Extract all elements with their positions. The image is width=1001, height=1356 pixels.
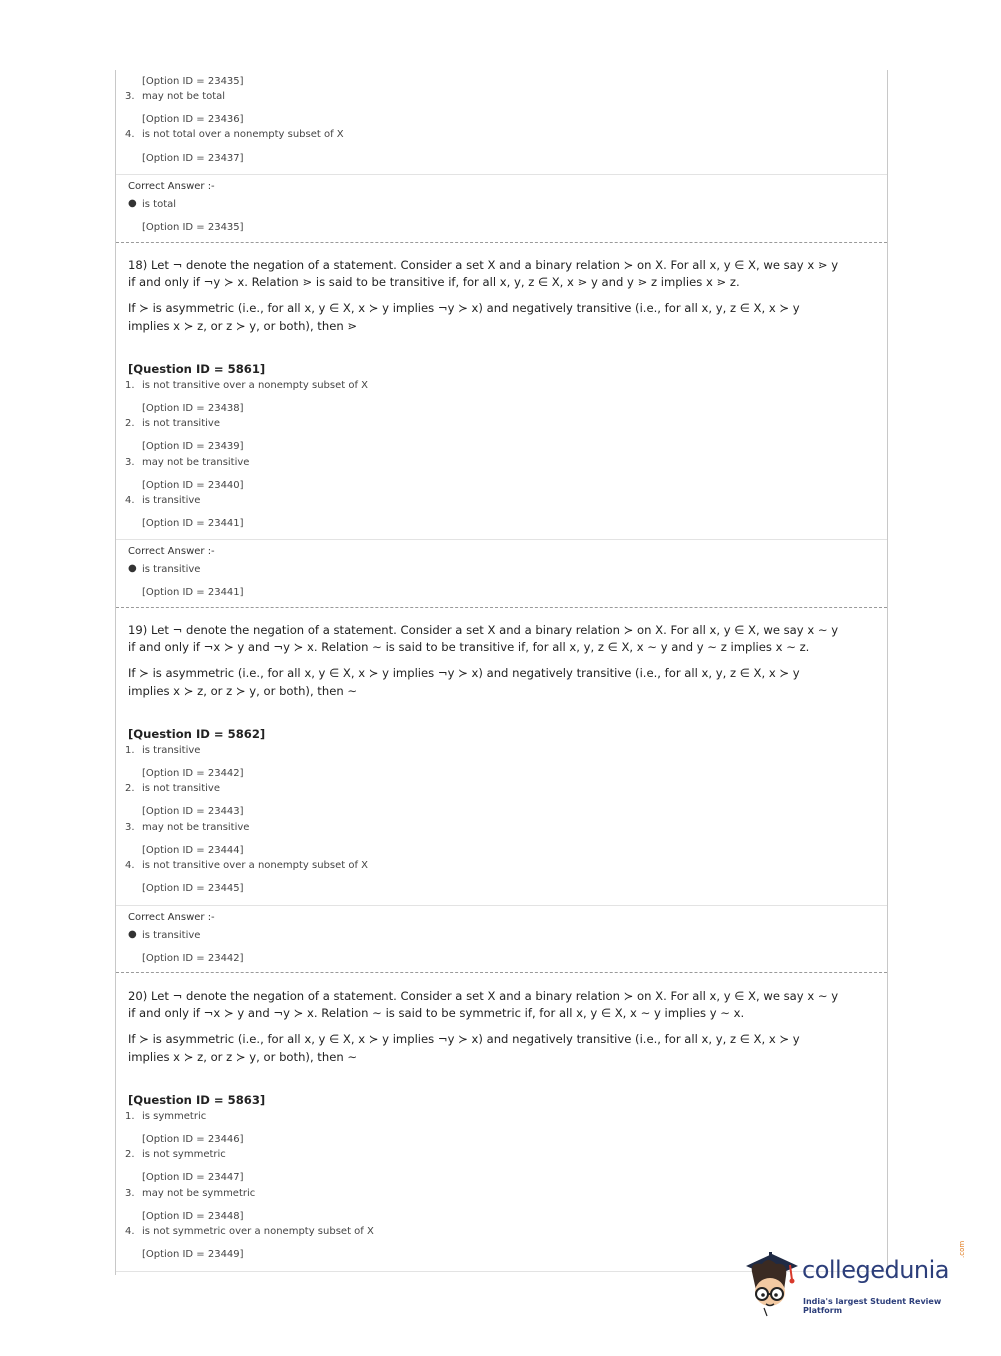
option-text: is not transitive	[142, 783, 220, 794]
question-text: If ≻ is asymmetric (i.e., for all x, y ∈ X, x ≻ y implies ¬y ≻ x) and negatively transitive (i.e., for all x, y, z ∈ X, x ≻ y	[128, 666, 800, 680]
option-text: is not total over a nonempty subset of X	[142, 129, 344, 140]
option-number: 1.	[125, 745, 135, 756]
option-id: [Option ID = 23435]	[142, 76, 244, 87]
question-separator	[116, 607, 887, 608]
question-text: if and only if ¬x ≻ y and ¬y ≻ x. Relation ∼ is said to be transitive if, for all x, y, z ∈ X, x ∼ y and y ∼ z implies x ∼ z.	[128, 640, 810, 654]
question-text: 20) Let ¬ denote the negation of a statement. Consider a set X and a binary relation ≻ on X. For all x, y ∈ X, we say x ∼ y	[128, 989, 839, 1003]
option-text: is not symmetric over a nonempty subset of X	[142, 1226, 374, 1237]
option-id: [Option ID = 23449]	[142, 1249, 244, 1260]
question-text: implies x ≻ z, or z ≻ y, or both), then ∼	[128, 1050, 358, 1064]
question-id: [Question ID = 5863]	[128, 1093, 266, 1107]
option-id: [Option ID = 23444]	[142, 845, 244, 856]
option-id: [Option ID = 23439]	[142, 441, 244, 452]
divider	[116, 905, 887, 906]
option-id: [Option ID = 23443]	[142, 806, 244, 817]
correct-answer-label: Correct Answer :-	[128, 181, 215, 192]
option-number: 4.	[125, 1226, 135, 1237]
correct-answer-label: Correct Answer :-	[128, 912, 215, 923]
option-text: may not be total	[142, 91, 226, 102]
option-number: 2.	[125, 1149, 135, 1160]
question-text: If ≻ is asymmetric (i.e., for all x, y ∈ X, x ≻ y implies ¬y ≻ x) and negatively transitive (i.e., for all x, y, z ∈ X, x ≻ y	[128, 301, 800, 315]
option-number: 3.	[125, 1188, 135, 1199]
option-text: is not transitive over a nonempty subset of X	[142, 380, 369, 391]
option-number: 3.	[125, 91, 135, 102]
option-id: [Option ID = 23446]	[142, 1134, 244, 1145]
option-id: [Option ID = 23448]	[142, 1211, 244, 1222]
option-number: 4.	[125, 495, 135, 506]
option-number: 3.	[125, 457, 135, 468]
question-text: implies x ≻ z, or z ≻ y, or both), then ⋗	[128, 319, 358, 333]
option-text: is not transitive over a nonempty subset of X	[142, 860, 369, 871]
divider	[116, 539, 887, 540]
brand-tagline: India's largest Student Review Platform	[803, 1297, 942, 1315]
bullet-icon: ●	[128, 563, 137, 574]
mascot-icon	[742, 1250, 802, 1320]
option-id: [Option ID = 23441]	[142, 518, 244, 529]
question-text: if and only if ¬y ≻ x. Relation ⋗ is said to be transitive if, for all x, y, z ∈ X, x ⋗ y and y ⋗ z implies x ⋗ z.	[128, 275, 740, 289]
question-text: If ≻ is asymmetric (i.e., for all x, y ∈ X, x ≻ y implies ¬y ≻ x) and negatively transitive (i.e., for all x, y, z ∈ X, x ≻ y	[128, 1032, 800, 1046]
correct-answer-label: Correct Answer :-	[128, 546, 215, 557]
option-text: may not be transitive	[142, 822, 250, 833]
question-text: if and only if ¬x ≻ y and ¬y ≻ x. Relation ∼ is said to be symmetric if, for all x, y ∈ X, x ∼ y implies y ∼ x.	[128, 1006, 745, 1020]
question-text: 18) Let ¬ denote the negation of a statement. Consider a set X and a binary relation ≻ on X. For all x, y ∈ X, we say x ⋗ y	[128, 258, 839, 272]
question-id: [Question ID = 5862]	[128, 727, 266, 741]
question-id: [Question ID = 5861]	[128, 362, 266, 376]
bullet-icon: ●	[128, 198, 137, 209]
option-text: may not be transitive	[142, 457, 250, 468]
question-separator	[116, 242, 887, 243]
option-number: 1.	[125, 380, 135, 391]
option-id: [Option ID = 23442]	[142, 768, 244, 779]
option-number: 4.	[125, 860, 135, 871]
option-number: 1.	[125, 1111, 135, 1122]
option-id: [Option ID = 23445]	[142, 883, 244, 894]
correct-answer-text: is transitive	[142, 564, 201, 575]
option-id: [Option ID = 23440]	[142, 480, 244, 491]
correct-answer-text: is total	[142, 199, 177, 210]
correct-answer-text: is transitive	[142, 930, 201, 941]
question-text: 19) Let ¬ denote the negation of a statement. Consider a set X and a binary relation ≻ on X. For all x, y ∈ X, we say x ∼ y	[128, 623, 839, 637]
option-id: [Option ID = 23436]	[142, 114, 244, 125]
option-id: [Option ID = 23447]	[142, 1172, 244, 1183]
option-id: [Option ID = 23435]	[142, 222, 244, 233]
brand-name: collegedunia	[802, 1256, 950, 1284]
option-id: [Option ID = 23438]	[142, 403, 244, 414]
option-id: [Option ID = 23442]	[142, 953, 244, 964]
option-id: [Option ID = 23441]	[142, 587, 244, 598]
question-paper-page	[115, 70, 888, 1275]
option-text: may not be symmetric	[142, 1188, 256, 1199]
collegedunia-logo	[742, 1240, 972, 1320]
option-text: is transitive	[142, 745, 201, 756]
option-number: 4.	[125, 129, 135, 140]
option-text: is not symmetric	[142, 1149, 226, 1160]
divider	[116, 174, 887, 175]
option-text: is transitive	[142, 495, 201, 506]
option-number: 3.	[125, 822, 135, 833]
bullet-icon: ●	[128, 929, 137, 940]
brand-domain: .com	[958, 1240, 966, 1258]
option-id: [Option ID = 23437]	[142, 153, 244, 164]
option-number: 2.	[125, 418, 135, 429]
question-text: implies x ≻ z, or z ≻ y, or both), then ∼	[128, 684, 358, 698]
option-text: is symmetric	[142, 1111, 207, 1122]
option-number: 2.	[125, 783, 135, 794]
option-text: is not transitive	[142, 418, 220, 429]
question-separator	[116, 972, 887, 973]
